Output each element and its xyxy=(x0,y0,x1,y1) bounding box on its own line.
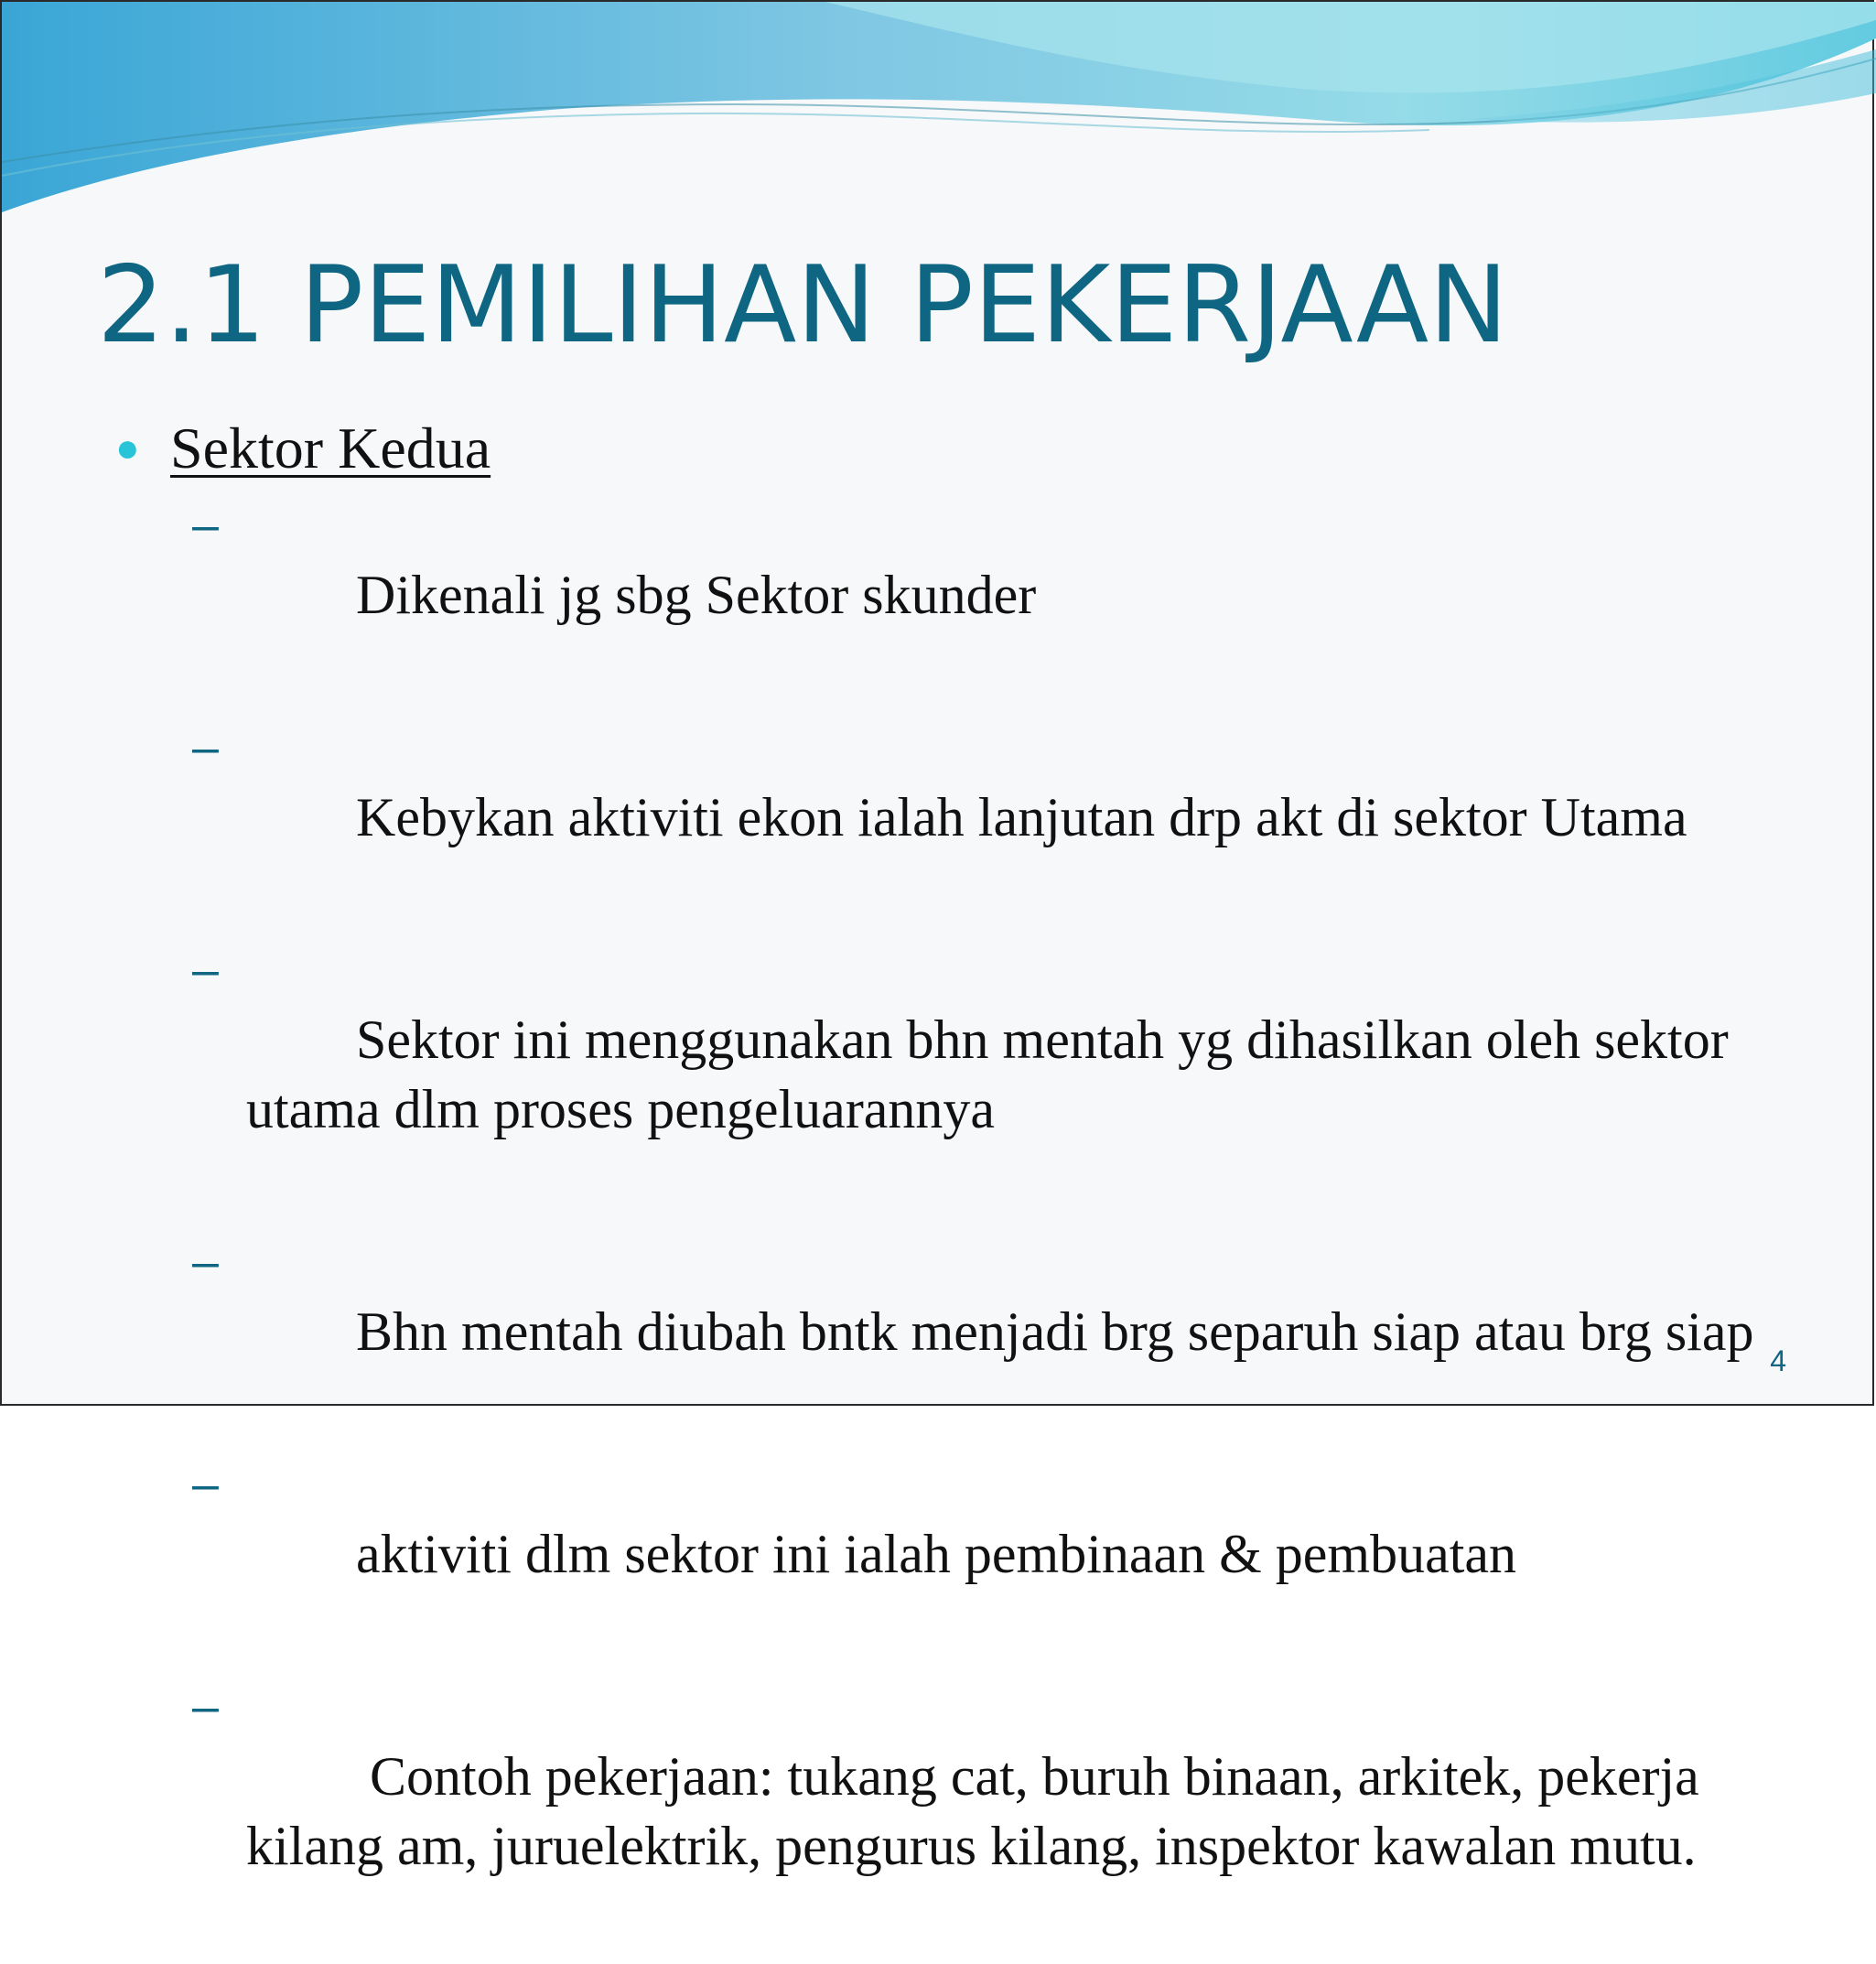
slide-number: 4 xyxy=(1770,1344,1786,1377)
dash-bullet-icon: – xyxy=(192,1680,219,1733)
bullet-dot-icon: ● xyxy=(115,426,140,470)
sub-point-text: Kebykan aktiviti ekon ialah lanjutan drp akt di sektor Utama xyxy=(356,787,1687,847)
sub-point-list xyxy=(115,491,1836,1950)
sub-point-text: Sektor ini menggunakan bhn mentah yg dihasilkan oleh sektor utama dlm proses pengeluarannya xyxy=(246,1009,1742,1139)
sub-point xyxy=(115,713,1836,922)
sub-point xyxy=(115,935,1836,1214)
dash-bullet-icon: – xyxy=(192,499,219,552)
sub-point-text: aktiviti dlm sektor ini ialah pembinaan & pembuatan xyxy=(356,1524,1517,1584)
bullet-heading xyxy=(115,412,1836,485)
sub-point xyxy=(115,491,1836,699)
slide-body xyxy=(115,412,1836,1964)
sub-point xyxy=(115,1227,1836,1436)
sub-point xyxy=(115,1672,1836,1950)
slide-title: 2.1 PEMILIHAN PEKERJAAN xyxy=(97,243,1509,367)
sub-point xyxy=(115,1450,1836,1658)
dash-bullet-icon: – xyxy=(192,1236,219,1289)
section-heading: Sektor Kedua xyxy=(170,415,491,480)
header-wave-decoration xyxy=(2,2,1876,231)
sub-point-text: Bhn mentah diubah bntk menjadi brg separuh siap atau brg siap xyxy=(356,1301,1754,1362)
dash-bullet-icon: – xyxy=(192,721,219,774)
dash-bullet-icon: – xyxy=(192,1458,219,1511)
sub-point-text: Dikenali jg sbg Sektor skunder xyxy=(356,565,1037,625)
sub-point-text: Contoh pekerjaan: tukang cat, buruh binaan, arkitek, pekerja kilang am, juruelektrik, pengurus kilang, inspektor kawalan mutu. xyxy=(246,1746,1713,1876)
dash-bullet-icon: – xyxy=(192,944,219,997)
